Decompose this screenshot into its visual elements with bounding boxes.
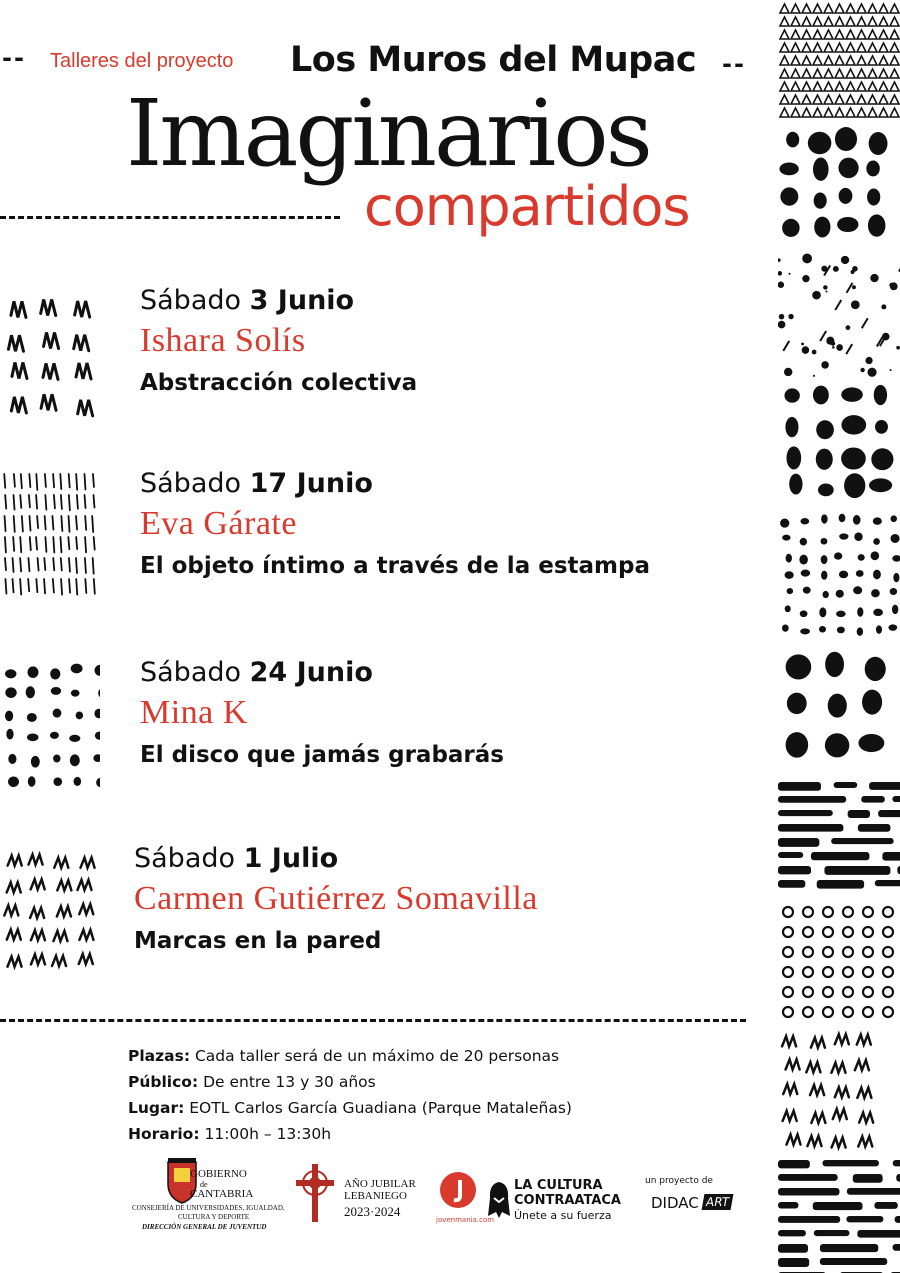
- jubilar-line1: AÑO JUBILAR: [344, 1178, 416, 1190]
- page-title-accent: compartidos: [364, 175, 690, 238]
- event-3-artist: Mina K: [140, 694, 248, 731]
- info-dashed-divider: [0, 1019, 746, 1022]
- event-4-date: Sábado 1 Julio: [134, 843, 339, 874]
- info-publico: Público: De entre 13 y 30 años: [128, 1073, 376, 1091]
- cultura-line3: Únete a su fuerza: [514, 1209, 612, 1222]
- event-3: [140, 657, 504, 768]
- event-1-workshop: Abstracción colectiva: [140, 370, 418, 396]
- event-1-date: Sábado 3 Junio: [140, 285, 355, 316]
- event-1-pattern-thumbnail: [0, 288, 100, 418]
- info-lugar: Lugar: EOTL Carlos García Guadiana (Parque Mataleñas): [128, 1099, 572, 1117]
- header-dash-left: --: [2, 44, 26, 72]
- jubilar-cross-icon: [292, 1162, 338, 1224]
- header-dashed-divider: [0, 216, 340, 219]
- event-2-workshop: El objeto íntimo a través de la estampa: [140, 553, 650, 579]
- jovenmania-logo: [436, 1170, 495, 1230]
- art-text: ART: [702, 1194, 734, 1210]
- event-2: [140, 468, 650, 579]
- workshop-info: [128, 1043, 572, 1147]
- event-4-pattern-thumbnail: [0, 848, 100, 978]
- proyecto-label: un proyecto de: [645, 1176, 713, 1186]
- gobierno-line2: de: [200, 1180, 208, 1189]
- event-4-workshop: Marcas en la pared: [134, 928, 382, 954]
- event-1-artist: Ishara Solís: [140, 322, 306, 359]
- event-4-artist: Carmen Gutiérrez Somavilla: [134, 880, 538, 917]
- la-cultura-contraataca-logo: [488, 1178, 628, 1228]
- event-2-pattern-thumbnail: [0, 470, 100, 600]
- event-2-artist: Eva Gárate: [140, 505, 297, 542]
- event-3-pattern-thumbnail: [0, 660, 100, 790]
- jubilar-line3: 2023·2024: [344, 1204, 401, 1219]
- event-3-workshop: El disco que jamás grabarás: [140, 742, 504, 768]
- helmet-icon: [488, 1180, 510, 1220]
- gobierno-sub1: CONSEJERÍA DE UNIVERSIDADES, IGUALDAD,: [132, 1204, 285, 1212]
- cultura-line2: CONTRAATACA: [514, 1193, 621, 1208]
- header-subtitle: Talleres del proyecto: [50, 50, 234, 72]
- gobierno-line1: GOBIERNO: [190, 1168, 247, 1180]
- gobierno-sub2: CULTURA Y DEPORTE: [178, 1213, 250, 1221]
- didac-art-logo: [645, 1176, 755, 1216]
- event-4: [134, 843, 538, 954]
- info-horario: Horario: 11:00h – 13:30h: [128, 1125, 332, 1143]
- header-dash-right: --: [722, 50, 746, 78]
- cultura-line1: LA CULTURA: [514, 1178, 603, 1193]
- event-2-date: Sábado 17 Junio: [140, 468, 373, 499]
- jubilar-line2: LEBANIEGO: [344, 1190, 407, 1202]
- event-3-date: Sábado 24 Junio: [140, 657, 373, 688]
- jovenmania-label: jovenmania.com: [436, 1216, 495, 1224]
- info-plazas: Plazas: Cada taller será de un máximo de 20 personas: [128, 1047, 560, 1065]
- gobierno-sub3: DIRECCIÓN GENERAL DE JUVENTUD: [142, 1223, 267, 1231]
- didac-text: DIDAC: [651, 1194, 699, 1212]
- jovenmania-icon: [438, 1170, 478, 1210]
- decorative-pattern-column: [778, 0, 900, 1273]
- event-1: [140, 285, 417, 396]
- gobierno-line3: CANTABRIA: [190, 1188, 254, 1200]
- project-name: Los Muros del Mupac: [290, 40, 697, 80]
- gobierno-cantabria-logo: [132, 1158, 290, 1238]
- page-title: Imaginarios: [126, 80, 650, 187]
- ano-jubilar-logo: [292, 1162, 422, 1228]
